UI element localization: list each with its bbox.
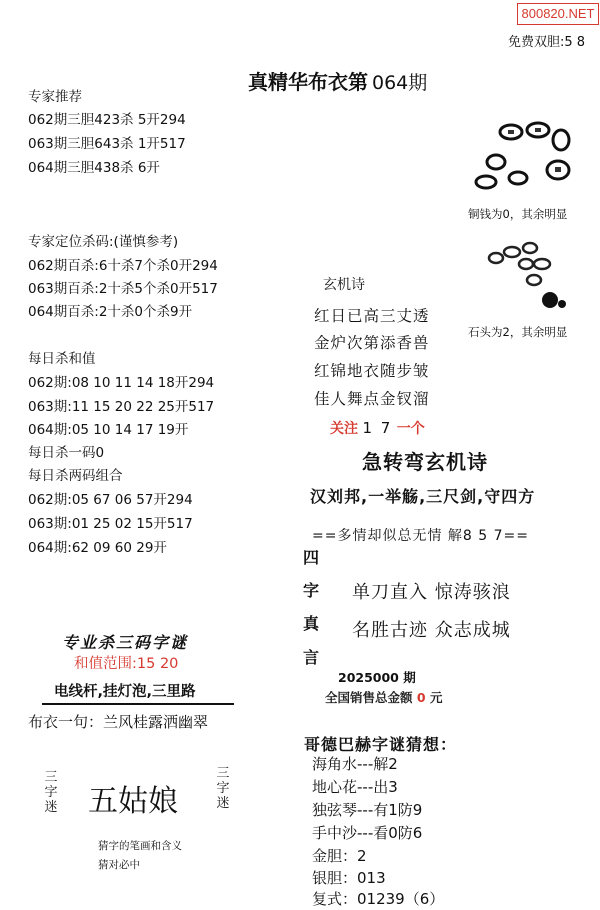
expert-heading: 专家推荐 — [28, 89, 82, 105]
daily-line: 063期:11 15 20 22 25开517 — [28, 399, 215, 415]
daily-line: 062期:08 10 11 14 18开294 — [28, 375, 215, 391]
daily-line: 064期:05 10 14 17 19开 — [28, 422, 189, 438]
sales-amount: 0 — [416, 690, 426, 705]
buyi-sentence: 布衣一句：兰风桂露洒幽翠 — [28, 713, 209, 731]
poem-line: 金炉次第添香兽 — [314, 334, 430, 352]
poem-line: 佳人舞点金钗溜 — [314, 390, 430, 408]
sales-unit: 元 — [429, 690, 443, 705]
riddle-line: 复式：01239（6） — [312, 890, 445, 908]
free-double-text: 免费双胆:5 8 — [508, 35, 586, 50]
page-title — [248, 66, 427, 95]
four-char-line: 单刀直入 惊涛骇浪 — [352, 582, 511, 603]
daily-two-line: 064期:62 09 60 29开 — [28, 540, 167, 556]
pro-title: 专业杀三码字谜 — [62, 633, 189, 652]
sales-line — [325, 688, 442, 706]
four-char-vertical: 真 — [303, 614, 320, 633]
daily-kill-one: 每日杀一码0 — [28, 445, 105, 461]
follow-line — [330, 418, 425, 438]
poem-title: 玄机诗 — [323, 277, 365, 293]
follow-prefix: 关注 — [330, 421, 358, 437]
riddle-center-word: 五姑娘 — [88, 784, 178, 819]
site-badge[interactable]: 800820.NET — [517, 3, 599, 25]
poem-line: 红锦地衣随步皱 — [314, 362, 430, 380]
four-char-vertical: 言 — [303, 648, 320, 667]
position-kill-heading: 专家定位杀码:(谨慎参考) — [28, 234, 179, 250]
daily-two-heading: 每日杀两码组合 — [28, 468, 123, 484]
divider — [42, 703, 234, 705]
follow-suffix: 一个 — [396, 421, 425, 437]
position-kill-line: 062期百杀:6十杀7个杀0开294 — [28, 258, 218, 274]
sum-range: 和值范围:15 20 — [74, 656, 179, 672]
riddle-line: 金胆：2 — [312, 847, 367, 865]
page-title-text: 真精华布衣第 — [248, 70, 368, 94]
expert-line: 064期三胆438杀 6开 — [28, 160, 160, 176]
coins-caption: 铜钱为0，其余明显 — [468, 207, 568, 221]
stones-picture-icon — [476, 238, 586, 318]
position-kill-line: 064期百杀:2十杀0个杀9开 — [28, 304, 193, 320]
coins-picture-icon — [466, 120, 586, 200]
right-vertical-label: 三字迷 — [216, 766, 230, 811]
sales-issue: 2025000 期 — [338, 670, 416, 685]
poem-line: 红日已高三丈透 — [314, 307, 430, 325]
expert-line: 063期三胆643杀 1开517 — [28, 136, 186, 152]
daily-heading: 每日杀和值 — [28, 351, 96, 367]
turn-poem-title: 急转弯玄机诗 — [362, 450, 488, 474]
turn-poem-equation: ==多情却似总无情 解8 5 7== — [312, 528, 529, 544]
four-char-line: 名胜古迹 众志成城 — [352, 620, 511, 641]
riddle-line: 独弦琴---有1防9 — [312, 801, 423, 819]
daily-two-line: 062期:05 67 06 57开294 — [28, 492, 193, 508]
expert-line: 062期三胆423杀 5开294 — [28, 112, 186, 128]
daily-two-line: 063期:01 25 02 15开517 — [28, 516, 193, 532]
follow-numbers: 1 7 — [362, 419, 393, 437]
left-vertical-label: 三字迷 — [44, 770, 58, 815]
four-char-vertical: 四 — [303, 548, 320, 567]
riddle-line: 海角水---解2 — [312, 755, 398, 773]
sales-prefix: 全国销售总金额 — [325, 690, 413, 705]
riddle-title: 哥德巴赫字谜猜想： — [304, 735, 458, 754]
period-label: 064期 — [372, 72, 428, 94]
hint-line: 猜字的笔画和含义 — [98, 840, 182, 852]
riddle-line: 手中沙---看0防6 — [312, 824, 423, 842]
hint-line: 猜对必中 — [98, 859, 140, 871]
riddle-line: 地心花---出3 — [312, 778, 398, 796]
turn-poem-text: 汉刘邦,一举觞,三尺剑,守四方 — [310, 487, 536, 506]
position-kill-line: 063期百杀:2十杀5个杀0开517 — [28, 281, 218, 297]
pro-phrase: 电线杆,挂灯泡,三里路 — [54, 684, 196, 700]
four-char-vertical: 字 — [303, 581, 320, 600]
stones-caption: 石头为2，其余明显 — [468, 325, 568, 339]
riddle-line: 银胆：013 — [312, 869, 386, 887]
